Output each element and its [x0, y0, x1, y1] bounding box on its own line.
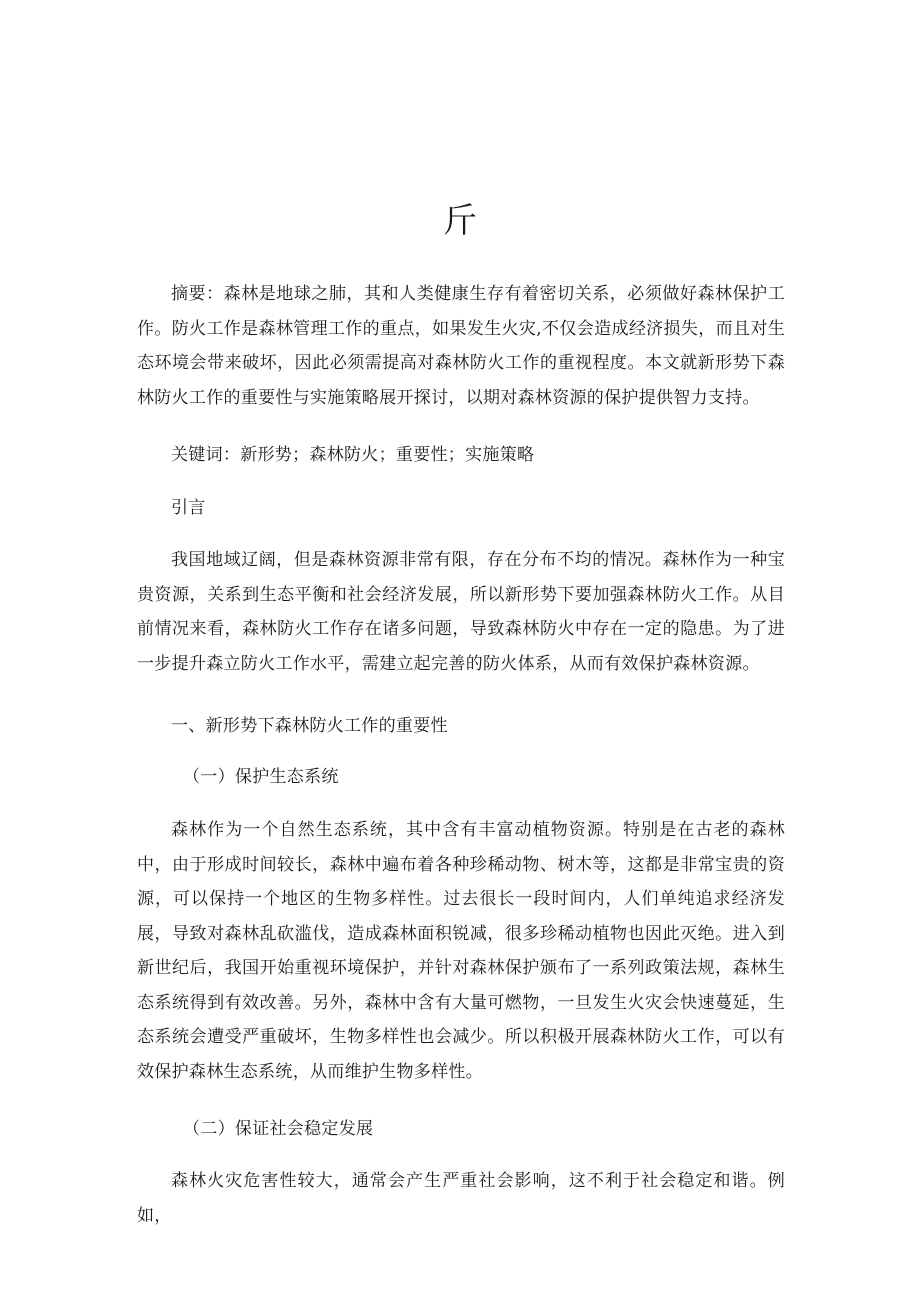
subsection-2-paragraph: 森林火灾危害性较大，通常会产生严重社会影响，这不利于社会稳定和谐。例如，: [137, 1171, 785, 1226]
subsection-1-paragraph: 森林作为一个自然生态系统，其中含有丰富动植物资源。特别是在古老的森林中，由于形成时间较长，森林中遍布着各种珍稀动物、树木等，这都是非常宝贵的资源，可以保持一个地区的生物多样性。过去很长一段时间内，人们单纯追求经济发展，导致对森林乱砍滥伐，造成森林面积锐减，很多珍稀动植物也因此灭绝。进入到新世纪后，我国开始重视环境保护，并针对森林保护颁布了一系列政策法规，森林生态系统得到有效改善。另外，森林中含有大量可燃物，一旦发生火灾会快速蔓延，生态系统会遭受严重破坏，生物多样性也会减少。所以积极开展森林防火工作，可以有效保护森林生态系统，从而维护生物多样性。: [137, 820, 785, 1082]
section-1-heading: 一、新形势下森林防火工作的重要性: [171, 716, 448, 736]
abstract-paragraph: 摘要：森林是地球之肺，其和人类健康生存有着密切关系，必须做好森林保护工作。防火工作是森林管理工作的重点，如果发生火灾,不仅会造成经济损失，而且对生态环境会带来破坏，因此必须需提高对森林防火工作的重视程度。本文就新形势下森林防火工作的重要性与实施策略展开探讨，以期对森林资源的保护提供智力支持。: [137, 284, 785, 408]
subsection-1-heading: （一）保护生态系统: [183, 767, 339, 787]
subsection-2-heading: （二）保证社会稳定发展: [183, 1119, 374, 1139]
intro-paragraph: 我国地域辽阔，但是森林资源非常有限，存在分布不均的情况。森林作为一种宝贵资源，关系到生态平衡和社会经济发展，所以新形势下要加强森林防火工作。从目前情况来看，森林防火工作存在诸多问题，导致森林防火中存在一定的隐患。为了进一步提升森立防火工作水平，需建立起完善的防火体系，从而有效保护森林资源。: [137, 550, 785, 674]
intro-heading: 引言: [171, 498, 206, 518]
page-title: 斤: [443, 201, 477, 241]
keywords-line: 关键词：新形势；森林防火；重要性；实施策略: [171, 445, 535, 465]
